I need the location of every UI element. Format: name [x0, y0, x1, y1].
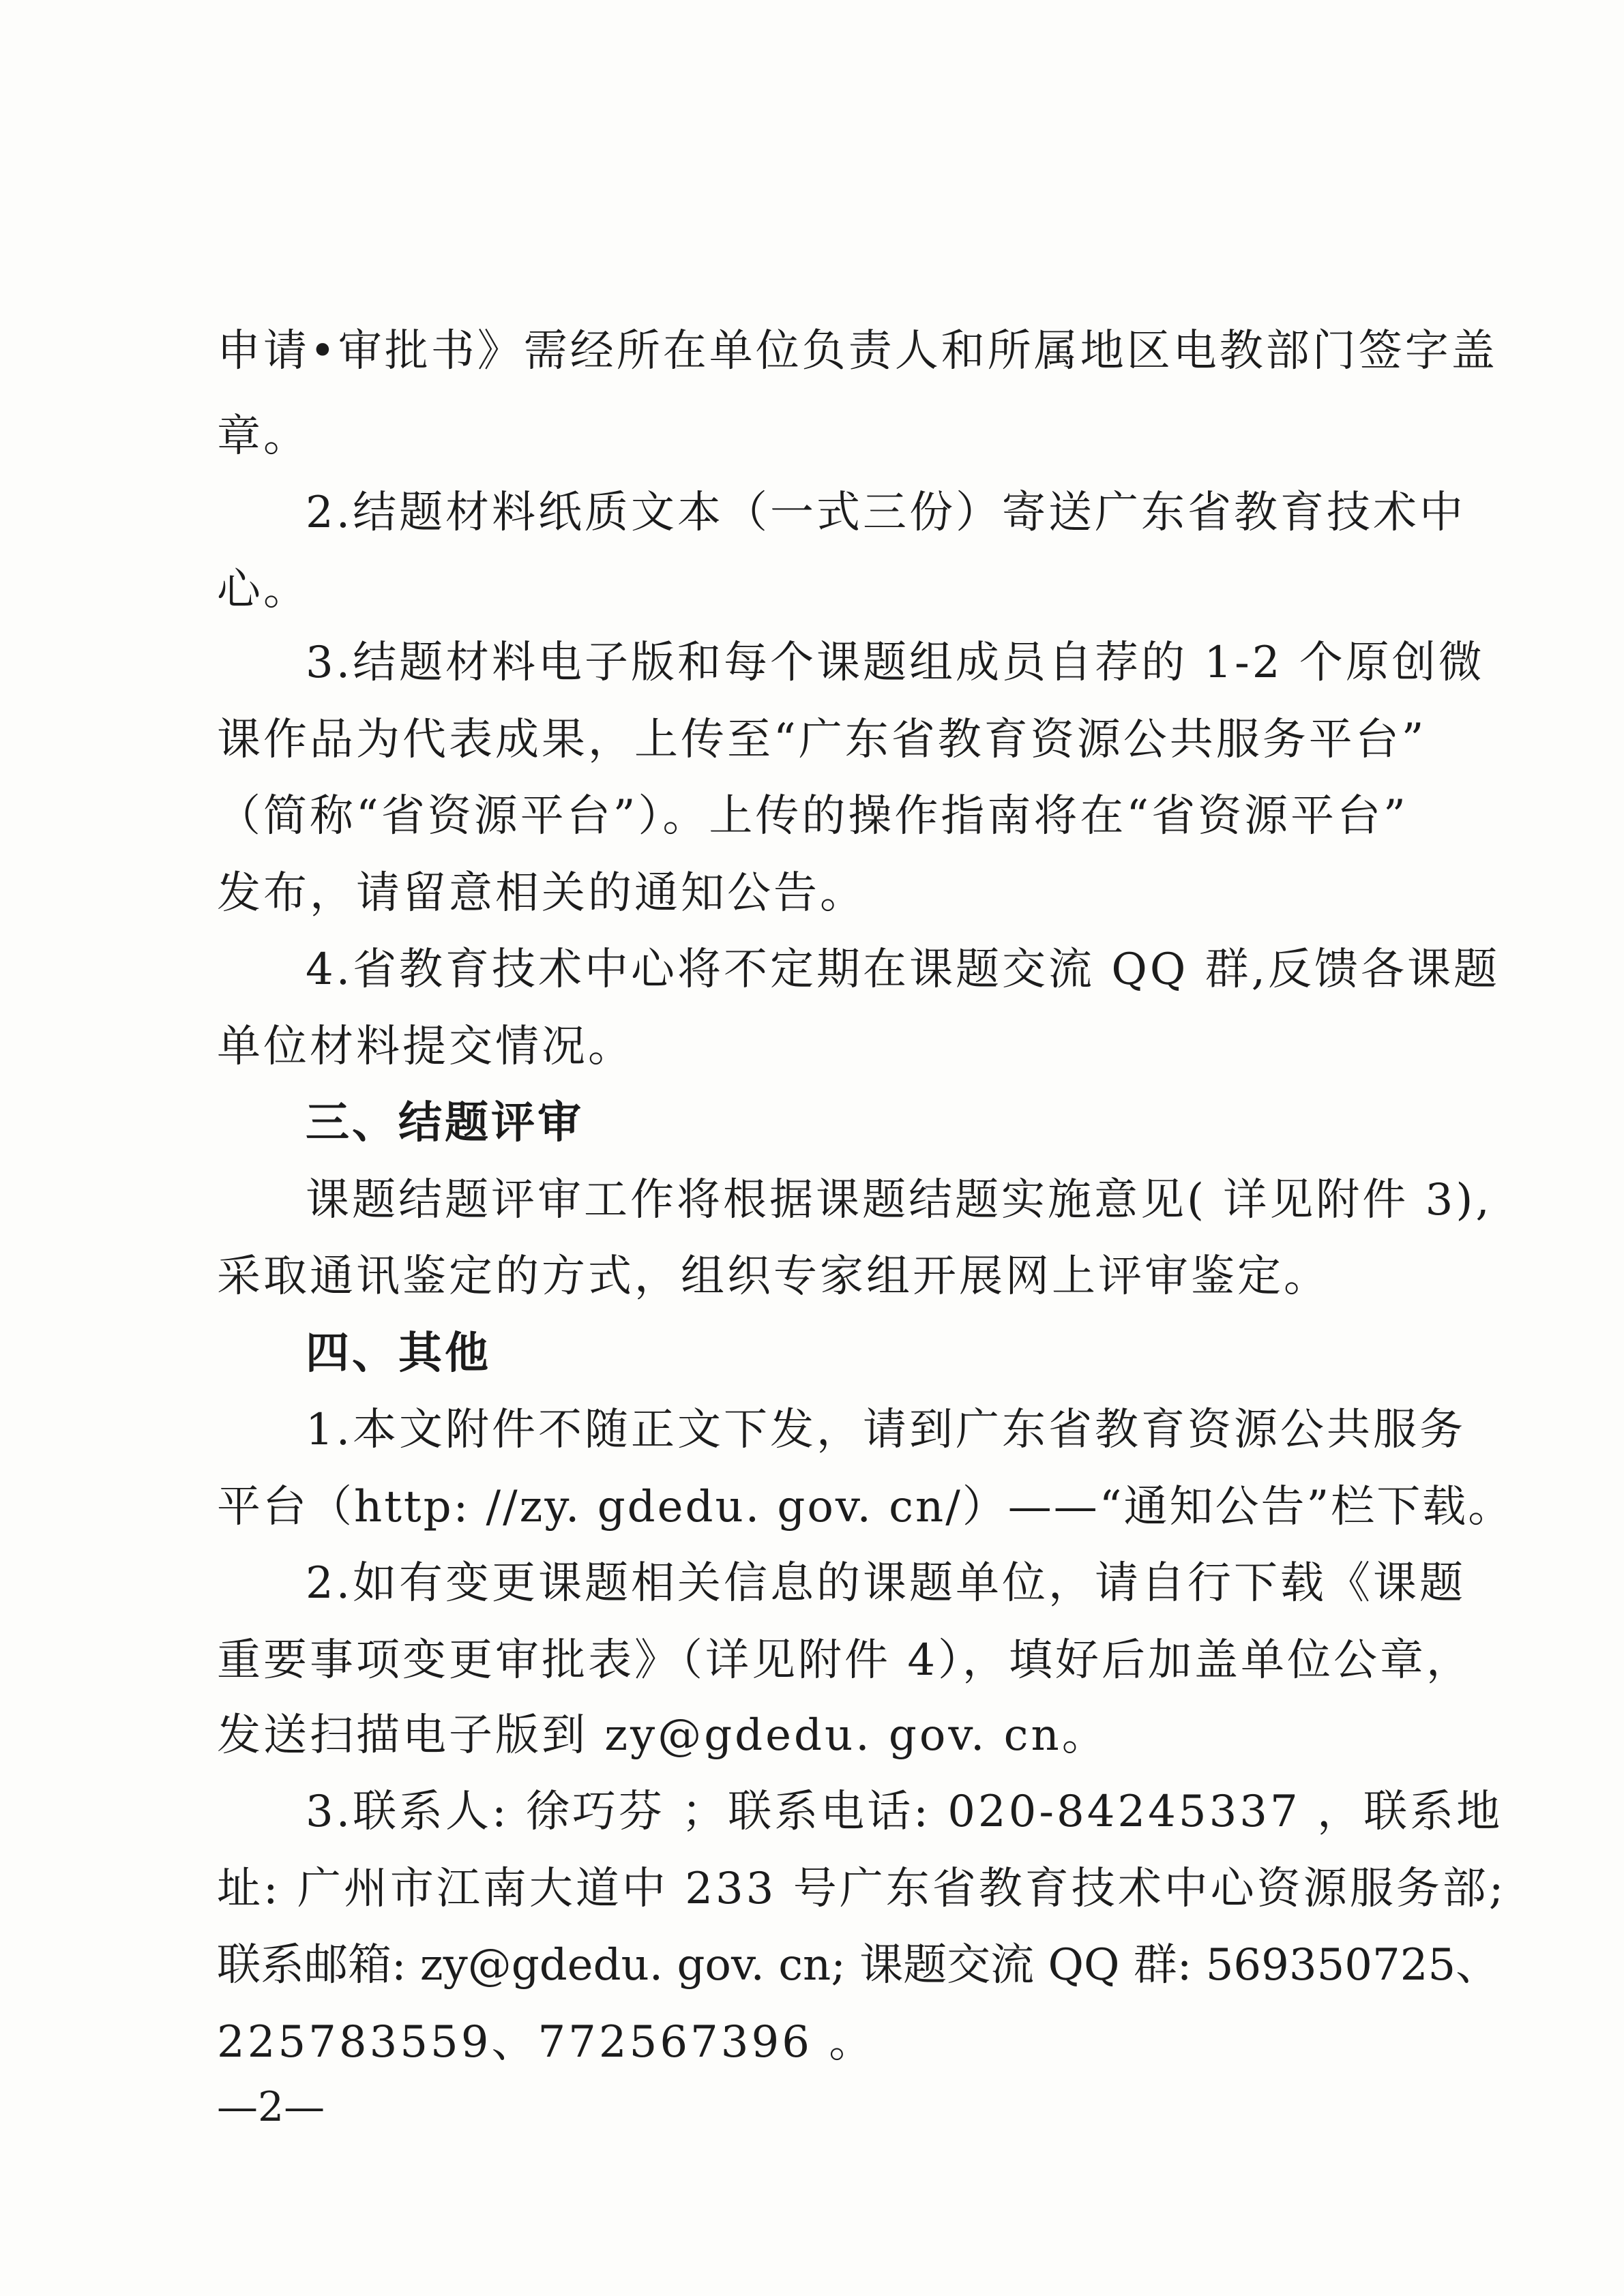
body-line: 课作品为代表成果，上传至“广东省教育资源公共服务平台”: [217, 715, 1427, 765]
page-number: —2—: [217, 2083, 325, 2131]
body-line: 1.本文附件不随正文下发，请到广东省教育资源公共服务: [306, 1405, 1466, 1455]
body-line: 2.结题材料纸质文本（一式三份）寄送广东省教育技术中: [306, 488, 1466, 538]
body-line: 4.省教育技术中心将不定期在课题交流 QQ 群,反馈各课题: [306, 944, 1501, 995]
body-line: 发送扫描电子版到 zy@gdedu. gov. cn。: [217, 1710, 1108, 1761]
body-line: 225783559、772567396 。: [217, 2017, 876, 2068]
body-line: 联系邮箱: zy@gdedu. gov. cn; 课题交流 QQ 群: 569350725、: [217, 1940, 1500, 1991]
body-line: 采取通讯鉴定的方式，组织专家组开展网上评审鉴定。: [217, 1251, 1330, 1302]
body-line: 址: 广州市江南大道中 233 号广东省教育技术中心资源服务部;: [217, 1864, 1507, 1914]
section-heading: 四、其他: [306, 1328, 491, 1379]
body-line: 课题结题评审工作将根据课题结题实施意见( 详见附件 3),: [306, 1175, 1492, 1225]
body-line: 申请•审批书》需经所在单位负责人和所属地区电教部门签字盖: [217, 326, 1498, 376]
body-line: 3.结题材料电子版和每个课题组成员自荐的 1-2 个原创微: [306, 638, 1485, 688]
section-heading: 三、结题评审: [306, 1098, 584, 1148]
body-line: 单位材料提交情况。: [217, 1022, 634, 1072]
body-line: 2.如有变更课题相关信息的课题单位，请自行下载《课题: [306, 1558, 1466, 1609]
body-line: 平台（http: //zy. gdedu. gov. cn/）——“通知公告”栏下载。: [217, 1482, 1514, 1532]
body-line: 发布，请留意相关的通知公告。: [217, 868, 866, 919]
body-line: 3.联系人: 徐巧芬 ；联系电话: 020-84245337 ，联系地: [306, 1787, 1503, 1837]
body-line: 重要事项变更审批表》（详见附件 4），填好后加盖单位公章，: [217, 1635, 1473, 1686]
body-line: 心。: [217, 565, 310, 615]
body-line: （简称“省资源平台”）。上传的操作指南将在“省资源平台”: [217, 791, 1408, 841]
body-line: 章。: [217, 411, 310, 462]
